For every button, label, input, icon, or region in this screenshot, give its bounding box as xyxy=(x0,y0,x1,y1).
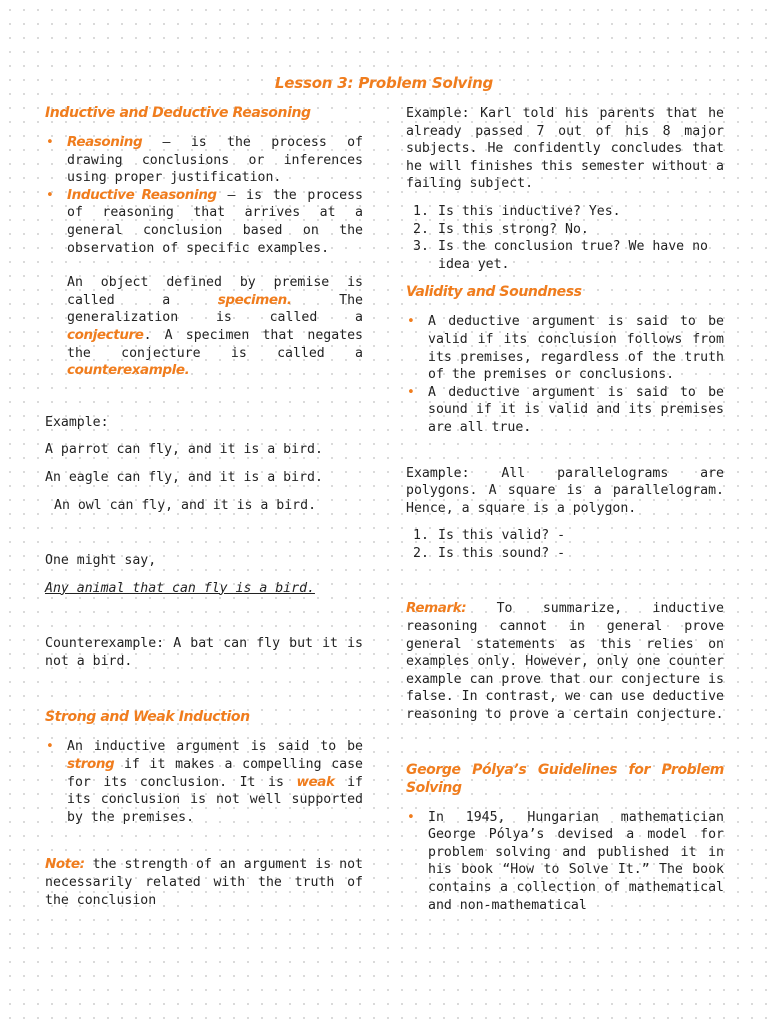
karl-questions xyxy=(406,203,724,273)
term-strong: strong xyxy=(67,756,115,773)
list-item: 1. Is this inductive? Yes. xyxy=(413,203,621,219)
term-specimen: specimen. xyxy=(217,291,292,308)
term-conjecture: conjecture xyxy=(67,326,144,343)
reasoning-definition: – is the process of drawing conclusions or inferences using proper justification. xyxy=(67,135,363,186)
question-text: Is this inductive? Yes. xyxy=(438,203,621,219)
bullet-reasoning xyxy=(45,134,363,187)
bullet-inductive-reasoning xyxy=(45,187,363,257)
example-owl: An owl can fly, and it is a bird. xyxy=(54,497,317,513)
note-label: Note: xyxy=(45,856,85,873)
question-text: Is this valid? - xyxy=(438,528,566,544)
induction-strength-list xyxy=(45,738,363,826)
heading-inductive-deductive: Inductive and Deductive Reasoning xyxy=(45,105,311,121)
example-parallelogram: Example: All parallelograms are polygons. A square is a parallelogram. Hence, a square is a polygon. xyxy=(406,465,724,516)
text-segment: An inductive argument is said to be xyxy=(67,739,363,755)
inductive-reasoning-definition: — is the process of reasoning that arrives at a general conclusion based on the observation of specific examples. xyxy=(67,187,364,256)
bullet-strong-weak xyxy=(45,738,363,826)
reasoning-definitions xyxy=(45,134,363,257)
generalization-statement: Any animal that can fly is a bird. xyxy=(45,580,315,596)
bullet-sound: • A deductive argument is said to be sound if it is valid and its premises are all true. xyxy=(406,384,724,437)
text-segment: An object defined by premise is called a xyxy=(67,275,363,308)
text-segment: The generalization is called a xyxy=(67,292,363,326)
right-column xyxy=(406,104,724,914)
example-parrot: A parrot can fly, and it is a bird. xyxy=(45,442,323,458)
heading-polya: George Pólya’s Guidelines for Problem Solving xyxy=(406,761,724,796)
question-text: Is the conclusion true? We have no idea yet. xyxy=(438,239,708,272)
text-segment: . A specimen that negates the conjecture is called a xyxy=(67,327,363,361)
term-inductive-reasoning: Inductive Reasoning xyxy=(67,186,217,203)
term-counterexample: counterexample. xyxy=(67,362,190,379)
example-eagle: An eagle can fly, and it is a bird. xyxy=(45,469,323,485)
remark-paragraph xyxy=(406,600,724,723)
one-might-say: One might say, xyxy=(45,553,157,569)
left-column xyxy=(45,104,363,909)
list-item: 1. Is this valid? - xyxy=(413,528,566,544)
list-item: 2. Is this strong? No. xyxy=(413,221,589,237)
remark-label: Remark: xyxy=(406,600,467,617)
polya-list xyxy=(406,809,724,915)
parallelogram-questions xyxy=(406,527,724,562)
text-segment: if it makes a compelling case for its conclusion. It is xyxy=(67,757,363,790)
validity-list xyxy=(406,313,724,436)
question-text: Is this sound? - xyxy=(438,545,566,561)
counterexample-text: Counterexample: A bat can fly but it is not a bird. xyxy=(45,636,363,669)
heading-strong-weak: Strong and Weak Induction xyxy=(45,709,250,726)
note-paragraph xyxy=(45,856,363,909)
page-title: Lesson 3: Problem Solving xyxy=(274,74,494,92)
term-weak: weak xyxy=(296,773,335,790)
list-item: 2. Is this sound? - xyxy=(413,545,566,561)
bullet-polya: • In 1945, Hungarian mathematician George Pólya’s devised a model for problem solving and published it in his book “How to Solve It.” The book contains a collection of mathematical and non-mathematical xyxy=(406,809,724,915)
question-text: Is this strong? No. xyxy=(438,221,589,237)
example-label: Example: xyxy=(45,414,109,430)
heading-validity-soundness: Validity and Soundness xyxy=(406,284,582,301)
example-karl: Example: Karl told his parents that he already passed 7 out of his 8 major subjects. He confidently concludes that he will finishes this semester without a failing subject. xyxy=(406,106,724,192)
list-item: 3. Is the conclusion true? We have no idea yet. xyxy=(413,239,708,272)
specimen-paragraph xyxy=(67,274,363,380)
remark-text: To summarize, inductive reasoning cannot in general prove general statements as this relies on examples only. However, only one counter example can prove that our conjecture is false. In contrast, we can use deductive reasoning to prove a certain conjecture. xyxy=(406,601,724,723)
term-reasoning: Reasoning xyxy=(67,134,143,150)
text-segment: if its conclusion is not well supported by the premises. xyxy=(67,774,363,825)
bullet-valid: • A deductive argument is said to be valid if its conclusion follows from its premises, regardless of the truth of the premises or conclusions. xyxy=(406,313,724,383)
note-text: the strength of an argument is not necessarily related with the truth of the conclusion xyxy=(45,857,363,908)
